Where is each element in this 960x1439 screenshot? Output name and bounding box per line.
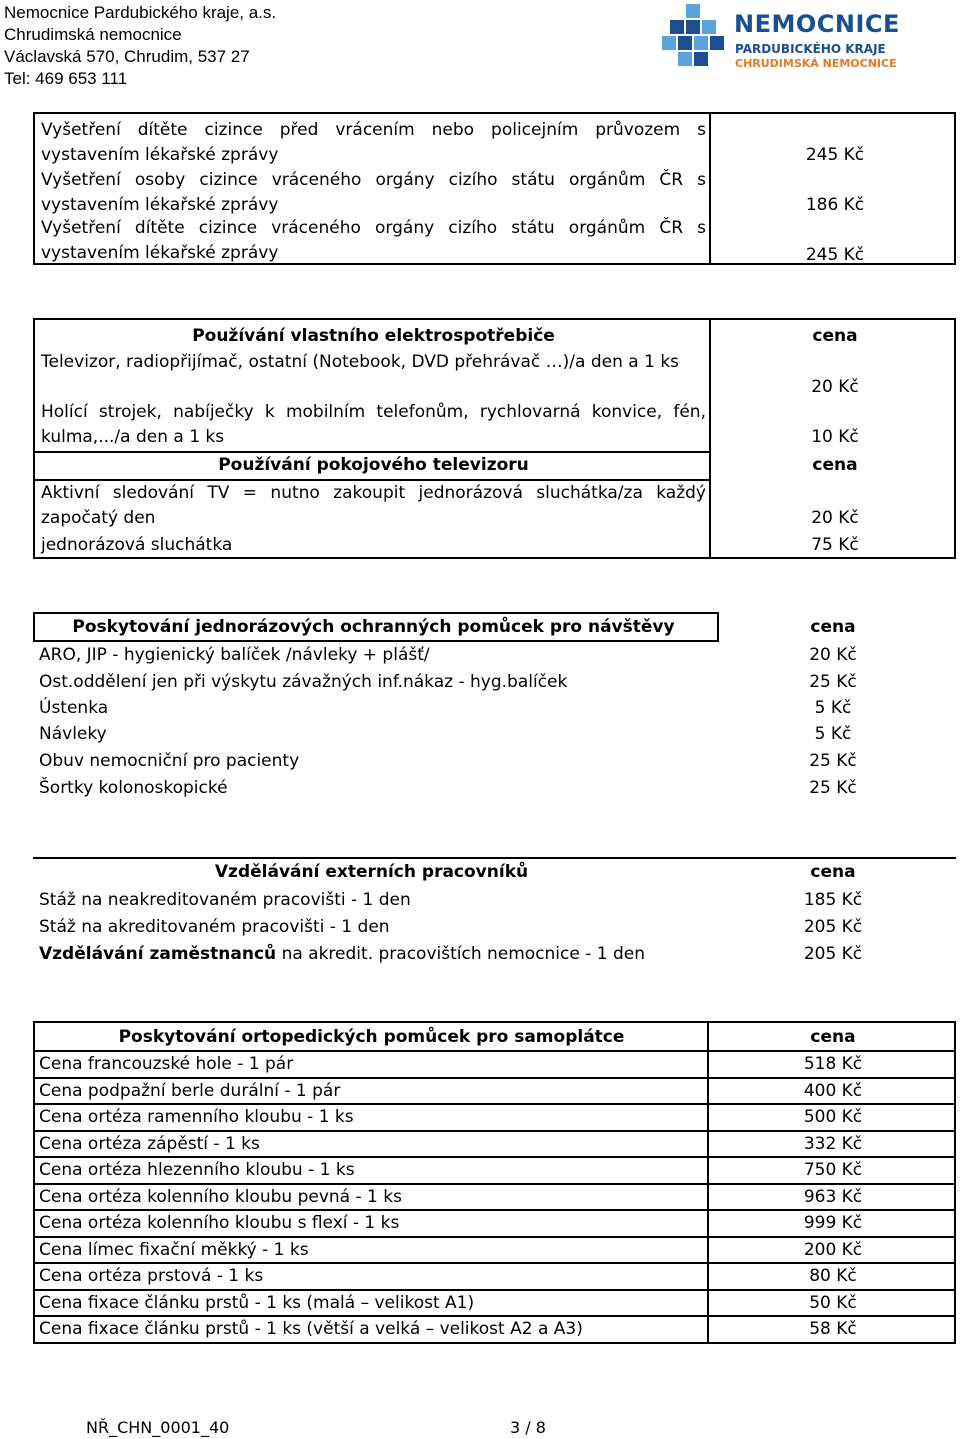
table-row-text: Cena francouzské hole - 1 pár [39, 1054, 294, 1074]
staff-education-bold: Vzdělávání zaměstnanců [39, 944, 277, 964]
table-row-price: 58 Kč [809, 1319, 857, 1339]
table-row-price: 50 Kč [809, 1292, 857, 1313]
table-row-text: Stáž na akreditovaném pracovišti - 1 den [39, 917, 390, 937]
table-row-text: Cena ortéza zápěstí - 1 ks [39, 1133, 260, 1154]
page-number: 3 / 8 [510, 1418, 546, 1437]
table-top-border [33, 1021, 956, 1023]
table-row-text: Holící strojek, nabíječky k mobilním telefonům, rychlovarná konvice, fén, kulma,.../a den a 1 ks [41, 402, 706, 447]
table-row-price: 999 Kč [803, 1213, 863, 1233]
column-divider [954, 1021, 956, 1344]
table-row-text: Cena ortéza hlezenního kloubu - 1 ks [39, 1160, 355, 1180]
appliances-table [33, 318, 956, 559]
table-row-price: 200 Kč [803, 1239, 863, 1260]
table-row-text: Cena fixace článku prstů - 1 ks (větší a velká – velikost A2 a A3) [39, 1319, 583, 1339]
cross-logo-icon [662, 4, 728, 70]
table-row-price: 80 Kč [809, 1266, 857, 1286]
section-title: Poskytování jednorázových ochranných pomůcek pro návštěvy [72, 617, 675, 637]
table-row-price: 205 Kč [803, 944, 863, 964]
column-divider [709, 114, 711, 263]
table-row-price: 20 Kč [811, 508, 859, 528]
orthopedic-aids-table [33, 1021, 956, 1342]
table-row-text: Cena podpažní berle durální - 1 pár [39, 1080, 341, 1101]
price-header: cena [810, 617, 856, 637]
table-row-text: Návleky [39, 724, 107, 744]
table-row-price: 750 Kč [803, 1160, 863, 1180]
hospital-address: Václavská 570, Chrudim, 537 27 [4, 47, 250, 66]
hospital-address-block [4, 2, 276, 90]
column-divider [707, 1021, 709, 1344]
table-row-text: jednorázová sluchátka [41, 535, 233, 555]
table-row-price: 25 Kč [809, 778, 857, 798]
table-row-text: Stáž na neakreditovaném pracovišti - 1 den [39, 890, 411, 910]
table-row-price: 186 Kč [805, 195, 865, 215]
table-row-price: 400 Kč [803, 1080, 863, 1101]
column-divider [33, 1021, 35, 1344]
table-row-price: 25 Kč [809, 672, 857, 692]
protective-aids-table [33, 612, 956, 802]
table-row-price: 25 Kč [809, 751, 857, 771]
price-header: cena [812, 455, 858, 475]
table-row-text: Vyšetření dítěte cizince vráceného orgány cizího státu orgánům ČR s vystavením lékařské zprávy [41, 218, 706, 263]
table-row-price: 20 Kč [811, 377, 859, 397]
section-title: Používání vlastního elektrospotřebiče [192, 326, 555, 346]
table-row-price: 245 Kč [805, 145, 865, 165]
hospital-branch: Chrudimská nemocnice [4, 25, 182, 44]
table-row-text: Obuv nemocniční pro pacienty [39, 751, 300, 771]
logo-branch: CHRUDIMSKÁ NEMOCNICE [735, 57, 897, 70]
table-row-price: 75 Kč [811, 535, 859, 555]
price-header: cena [810, 862, 856, 882]
logo-title: NEMOCNICE [734, 10, 900, 38]
table-row-text: Cena ortéza ramenního kloubu - 1 ks [39, 1107, 354, 1127]
table-row-price: 518 Kč [803, 1054, 863, 1074]
section-title: Používání pokojového televizoru [218, 455, 529, 475]
table-row-price: 332 Kč [803, 1133, 863, 1154]
table-row-price: 185 Kč [803, 890, 863, 910]
table-row-text: ARO, JIP - hygienický balíček /návleky + plášť/ [39, 645, 430, 665]
table-row-text: Aktivní sledování TV = nutno zakoupit jednorázová sluchátka/za každý započatý den [41, 483, 706, 528]
price-header: cena [812, 326, 858, 346]
hospital-phone: Tel: 469 653 111 [4, 69, 128, 88]
hospital-name: Nemocnice Pardubického kraje, a.s. [4, 3, 277, 22]
table-row-text: Vyšetření osoby cizince vráceného orgány cizího státu orgánům ČR s vystavením lékařské zprávy [41, 170, 706, 215]
table-row-text: Cena ortéza prstová - 1 ks [39, 1266, 264, 1286]
price-header: cena [810, 1027, 856, 1047]
table-row-text: Ústenka [39, 698, 109, 718]
table-row-text: Cena fixace článku prstů - 1 ks (malá – velikost A1) [39, 1292, 475, 1313]
staff-education-row [39, 942, 704, 967]
table-row-price: 500 Kč [803, 1107, 863, 1127]
section-title: Vzdělávání externích pracovníků [214, 862, 529, 882]
document-code: NŘ_CHN_0001_40 [86, 1418, 230, 1437]
foreigners-table [33, 112, 956, 265]
table-row-text: Šortky kolonoskopické [39, 778, 228, 798]
hospital-logo [662, 4, 958, 74]
table-row-text: Ost.oddělení jen při výskytu závažných inf.nákaz - hyg.balíček [39, 672, 568, 692]
table-bottom-border [33, 1342, 956, 1344]
table-row-price: 5 Kč [814, 698, 852, 718]
logo-region: PARDUBICKÉHO KRAJE [735, 42, 886, 56]
table-row-price: 10 Kč [811, 427, 859, 447]
table-row-text: Vyšetření dítěte cizince před vrácením nebo policejním průvozem s vystavením lékařské zprávy [41, 120, 706, 165]
table-row-price: 20 Kč [809, 645, 857, 665]
column-divider [709, 320, 711, 557]
table-row-text: Cena ortéza kolenního kloubu pevná - 1 ks [39, 1186, 402, 1207]
table-row-price: 963 Kč [803, 1186, 863, 1207]
table-row-price: 205 Kč [803, 917, 863, 937]
table-row-text: Cena límec fixační měkký - 1 ks [39, 1239, 309, 1260]
table-row-text: Cena ortéza kolenního kloubu s flexí - 1 ks [39, 1213, 400, 1233]
education-table [33, 857, 956, 967]
staff-education-rest: na akredit. pracovištích nemocnice - 1 den [276, 944, 646, 964]
table-row-price: 5 Kč [814, 724, 852, 744]
table-row-text: Televizor, radiopřijímač, ostatní (Notebook, DVD přehrávač …)/a den a 1 ks [41, 352, 680, 372]
section-title: Poskytování ortopedických pomůcek pro samoplátce [118, 1027, 625, 1047]
table-row-price: 245 Kč [805, 245, 865, 265]
